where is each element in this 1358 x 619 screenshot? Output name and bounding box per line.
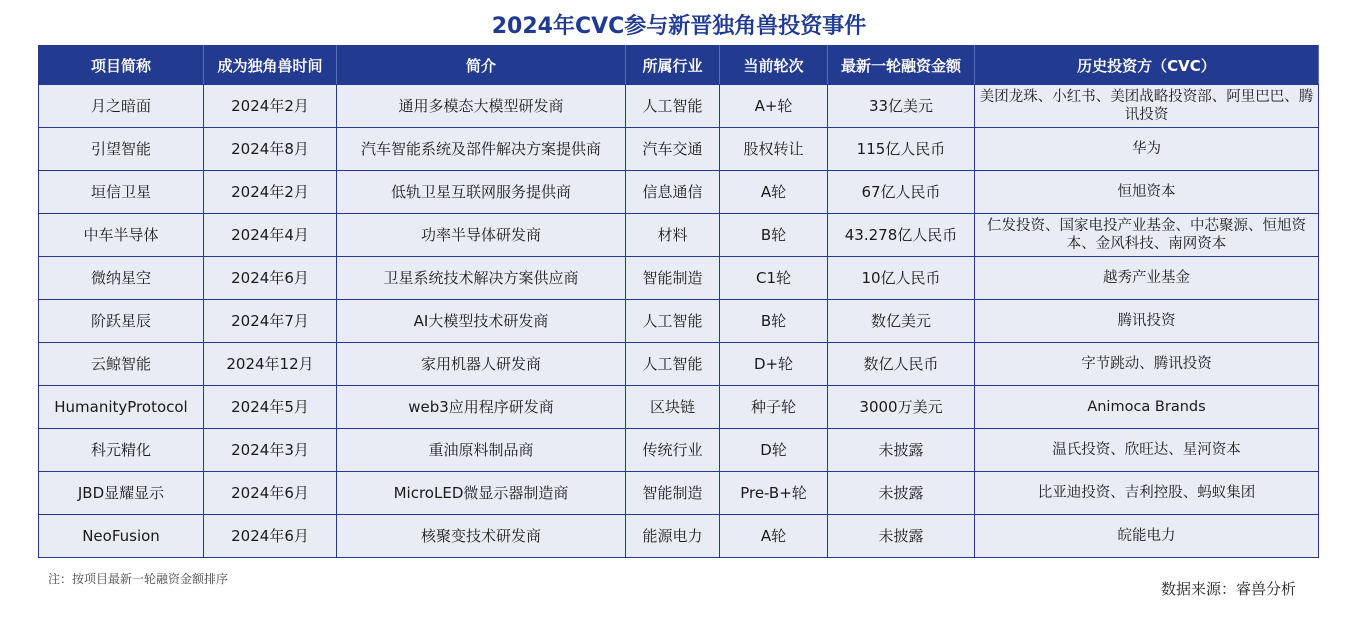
- round-cell: 股权转让: [720, 128, 828, 171]
- table-row: [39, 515, 1319, 558]
- project-name-cell: 云鲸智能: [39, 343, 204, 386]
- round-cell: D轮: [720, 429, 828, 472]
- amount-cell: 数亿美元: [828, 300, 975, 343]
- column-header: 项目简称: [39, 46, 204, 85]
- investors-cell: 恒旭资本: [975, 171, 1319, 214]
- table-row: [39, 386, 1319, 429]
- round-cell: Pre-B+轮: [720, 472, 828, 515]
- round-cell: A轮: [720, 171, 828, 214]
- table-row: [39, 257, 1319, 300]
- table-row: [39, 343, 1319, 386]
- unicorn-date-cell: 2024年5月: [204, 386, 337, 429]
- page-title: 2024年CVC参与新晋独角兽投资事件: [491, 14, 867, 39]
- amount-cell: 43.278亿人民币: [828, 214, 975, 257]
- round-cell: A轮: [720, 515, 828, 558]
- description-cell: 核聚变技术研发商: [337, 515, 626, 558]
- project-name-cell: 中车半导体: [39, 214, 204, 257]
- amount-cell: 3000万美元: [828, 386, 975, 429]
- amount-cell: 33亿美元: [828, 85, 975, 128]
- round-cell: 种子轮: [720, 386, 828, 429]
- round-cell: A+轮: [720, 85, 828, 128]
- description-cell: 重油原料制品商: [337, 429, 626, 472]
- amount-cell: 未披露: [828, 515, 975, 558]
- industry-cell: 智能制造: [626, 472, 720, 515]
- round-cell: D+轮: [720, 343, 828, 386]
- description-cell: 低轨卫星互联网服务提供商: [337, 171, 626, 214]
- description-cell: web3应用程序研发商: [337, 386, 626, 429]
- unicorn-date-cell: 2024年6月: [204, 472, 337, 515]
- project-name-cell: 引望智能: [39, 128, 204, 171]
- unicorn-date-cell: 2024年2月: [204, 85, 337, 128]
- column-header: 最新一轮融资金额: [828, 46, 975, 85]
- project-name-cell: JBD显耀显示: [39, 472, 204, 515]
- project-name-cell: NeoFusion: [39, 515, 204, 558]
- industry-cell: 能源电力: [626, 515, 720, 558]
- data-source: 数据来源：睿兽分析: [1160, 580, 1296, 598]
- industry-cell: 汽车交通: [626, 128, 720, 171]
- table-row: [39, 128, 1319, 171]
- round-cell: B轮: [720, 300, 828, 343]
- table-row: [39, 85, 1319, 128]
- footnote: 注：按项目最新一轮融资金额排序: [48, 572, 229, 586]
- investors-cell: 美团龙珠、小红书、美团战略投资部、阿里巴巴、腾讯投资: [975, 85, 1319, 128]
- project-name-cell: 月之暗面: [39, 85, 204, 128]
- industry-cell: 信息通信: [626, 171, 720, 214]
- amount-cell: 67亿人民币: [828, 171, 975, 214]
- project-name-cell: HumanityProtocol: [39, 386, 204, 429]
- unicorn-date-cell: 2024年6月: [204, 515, 337, 558]
- description-cell: 功率半导体研发商: [337, 214, 626, 257]
- investors-cell: 温氏投资、欣旺达、星河资本: [975, 429, 1319, 472]
- description-cell: 通用多模态大模型研发商: [337, 85, 626, 128]
- unicorn-date-cell: 2024年4月: [204, 214, 337, 257]
- description-cell: 汽车智能系统及部件解决方案提供商: [337, 128, 626, 171]
- table-header-row: [39, 46, 1319, 85]
- investors-cell: 比亚迪投资、吉利控股、蚂蚁集团: [975, 472, 1319, 515]
- column-header: 当前轮次: [720, 46, 828, 85]
- round-cell: B轮: [720, 214, 828, 257]
- amount-cell: 未披露: [828, 429, 975, 472]
- industry-cell: 人工智能: [626, 85, 720, 128]
- investors-cell: Animoca Brands: [975, 386, 1319, 429]
- investors-cell: 仁发投资、国家电投产业基金、中芯聚源、恒旭资本、金风科技、南网资本: [975, 214, 1319, 257]
- amount-cell: 10亿人民币: [828, 257, 975, 300]
- description-cell: 家用机器人研发商: [337, 343, 626, 386]
- investment-table: [38, 45, 1319, 558]
- column-header: 成为独角兽时间: [204, 46, 337, 85]
- industry-cell: 智能制造: [626, 257, 720, 300]
- table-row: [39, 472, 1319, 515]
- unicorn-date-cell: 2024年3月: [204, 429, 337, 472]
- project-name-cell: 科元精化: [39, 429, 204, 472]
- description-cell: AI大模型技术研发商: [337, 300, 626, 343]
- industry-cell: 人工智能: [626, 300, 720, 343]
- industry-cell: 材料: [626, 214, 720, 257]
- unicorn-date-cell: 2024年6月: [204, 257, 337, 300]
- investors-cell: 腾讯投资: [975, 300, 1319, 343]
- description-cell: 卫星系统技术解决方案供应商: [337, 257, 626, 300]
- table-row: [39, 429, 1319, 472]
- industry-cell: 区块链: [626, 386, 720, 429]
- industry-cell: 人工智能: [626, 343, 720, 386]
- amount-cell: 115亿人民币: [828, 128, 975, 171]
- unicorn-date-cell: 2024年12月: [204, 343, 337, 386]
- amount-cell: 未披露: [828, 472, 975, 515]
- unicorn-date-cell: 2024年7月: [204, 300, 337, 343]
- round-cell: C1轮: [720, 257, 828, 300]
- table-row: [39, 171, 1319, 214]
- investors-cell: 字节跳动、腾讯投资: [975, 343, 1319, 386]
- description-cell: MicroLED微显示器制造商: [337, 472, 626, 515]
- investors-cell: 华为: [975, 128, 1319, 171]
- project-name-cell: 微纳星空: [39, 257, 204, 300]
- project-name-cell: 垣信卫星: [39, 171, 204, 214]
- table-row: [39, 300, 1319, 343]
- investors-cell: 越秀产业基金: [975, 257, 1319, 300]
- amount-cell: 数亿人民币: [828, 343, 975, 386]
- unicorn-date-cell: 2024年2月: [204, 171, 337, 214]
- investors-cell: 皖能电力: [975, 515, 1319, 558]
- unicorn-date-cell: 2024年8月: [204, 128, 337, 171]
- table-row: [39, 214, 1319, 257]
- column-header: 所属行业: [626, 46, 720, 85]
- project-name-cell: 阶跃星辰: [39, 300, 204, 343]
- industry-cell: 传统行业: [626, 429, 720, 472]
- column-header: 简介: [337, 46, 626, 85]
- column-header: 历史投资方（CVC）: [975, 46, 1319, 85]
